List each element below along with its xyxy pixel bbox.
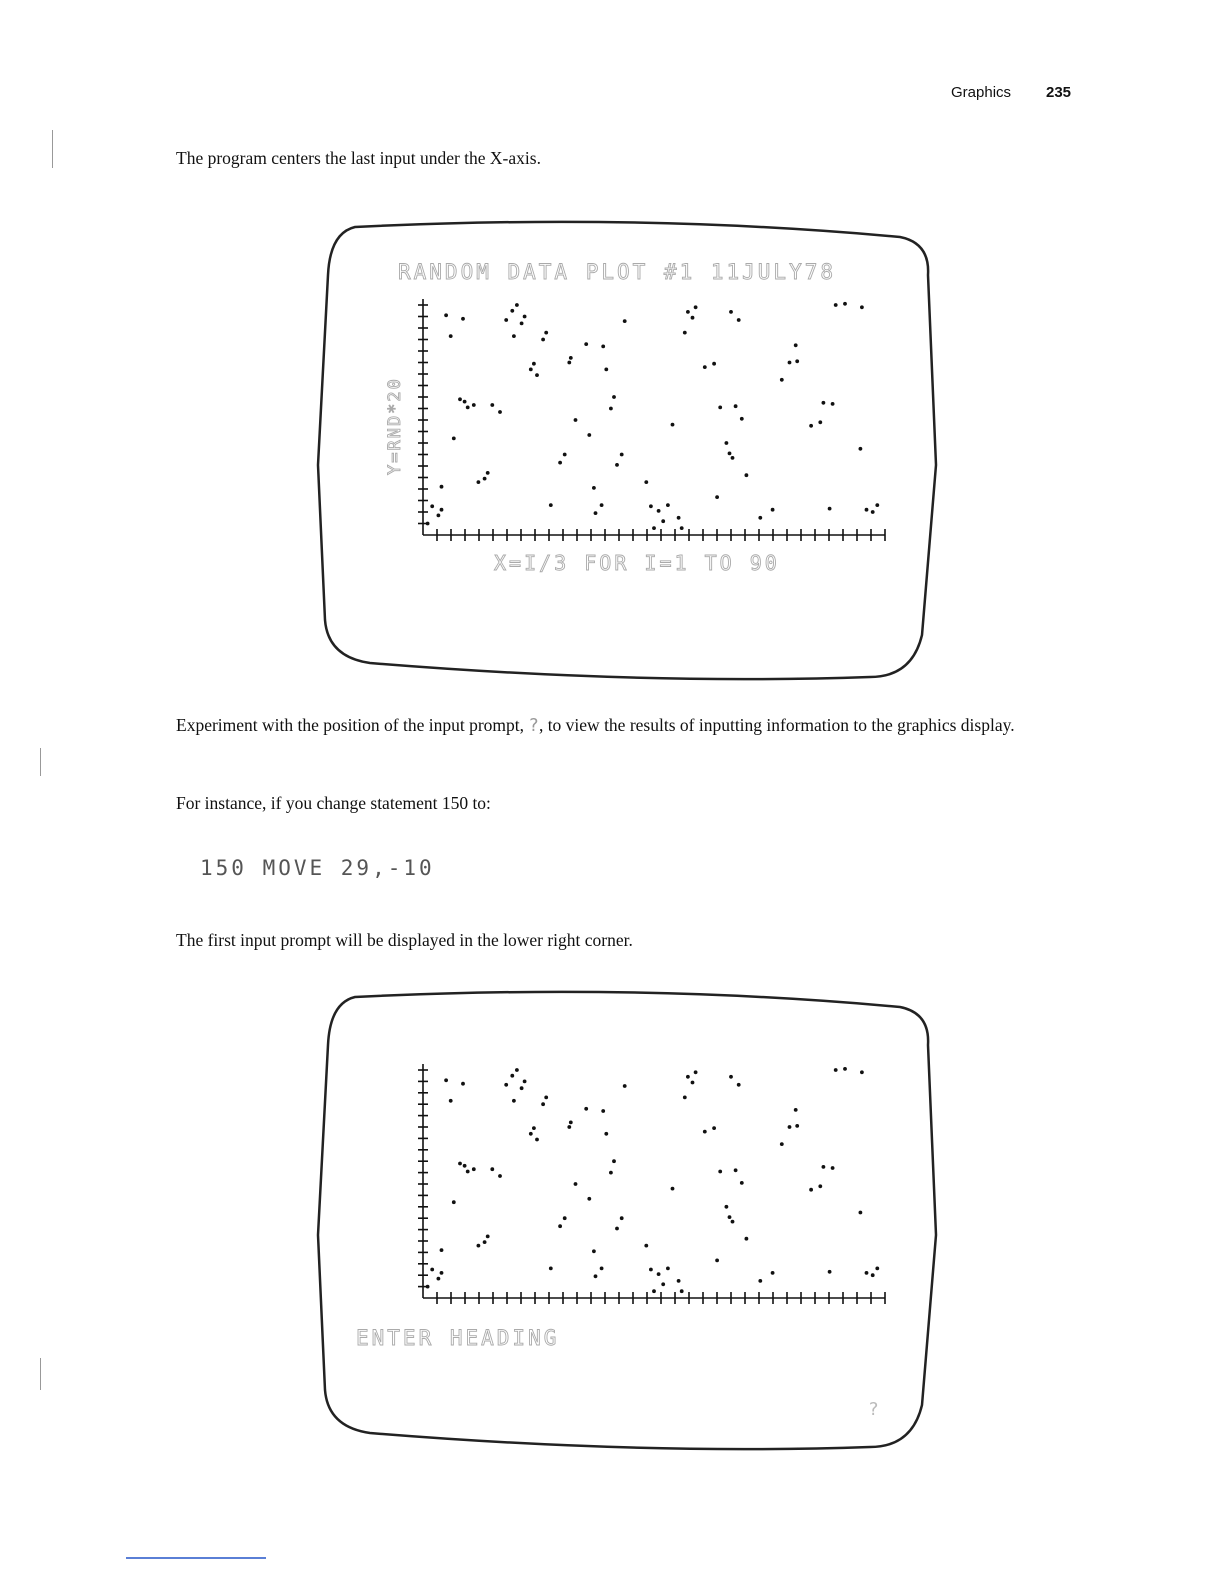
data-point [843,302,847,306]
data-point [859,1211,863,1215]
data-point [652,526,656,530]
data-point [740,417,744,421]
data-point [671,1187,675,1191]
data-point [529,368,533,372]
data-point [831,402,835,406]
data-point [444,1078,448,1082]
data-point [615,1227,619,1231]
data-point [809,1188,813,1192]
data-point [483,477,487,481]
data-point [535,1138,539,1142]
data-point [718,1170,722,1174]
data-point [504,318,508,322]
data-point [567,361,571,365]
data-point [758,1279,762,1283]
data-point [657,509,661,513]
data-point [683,1096,687,1100]
data-point [498,1174,502,1178]
data-point [463,400,467,404]
data-point [466,406,470,410]
data-point [440,508,444,512]
data-point [515,1068,519,1072]
paragraph-intro: The program centers the last input under the X-axis. [176,148,541,168]
data-point [440,1271,444,1275]
data-point [680,1289,684,1293]
scan-mark [40,1358,41,1390]
data-point [458,1162,462,1166]
data-point [587,1197,591,1201]
data-point [541,338,545,342]
data-point [563,453,567,457]
data-point [620,453,624,457]
screen-capture-1 [310,215,950,685]
footer-rule [126,1557,266,1559]
data-point [512,1099,516,1103]
data-point [601,345,605,349]
data-point [661,519,665,523]
data-point [472,1167,476,1171]
data-point [549,1267,553,1271]
crt-bezel [318,222,936,679]
data-point [860,305,864,309]
data-point [694,1070,698,1074]
data-point [683,331,687,335]
data-point [601,1109,605,1113]
data-point [483,1240,487,1244]
data-point [458,397,462,401]
data-point [652,1289,656,1293]
data-point [437,514,441,518]
scatter-plot-2 [418,1064,885,1304]
data-point [795,359,799,363]
data-point [461,317,465,321]
data-point [612,1159,616,1163]
data-point [558,461,562,465]
data-point [569,356,573,360]
data-point [592,1249,596,1253]
data-point [444,313,448,317]
data-point [794,343,798,347]
data-point [788,1125,792,1129]
data-point [544,1096,548,1100]
data-point [871,1273,875,1277]
data-point [822,401,826,405]
data-point [828,507,832,511]
data-point [712,1126,716,1130]
data-point [725,441,729,445]
data-point [452,1200,456,1204]
data-point [523,1080,527,1084]
data-point [567,1125,571,1129]
data-point [771,508,775,512]
data-point [612,395,616,399]
data-point [725,1205,729,1209]
data-point [795,1124,799,1128]
screen-capture-2 [310,985,950,1455]
experiment-text-start: Experiment with the position of the input prompt, [176,715,525,735]
data-point [657,1272,661,1276]
data-point [510,1074,514,1078]
data-point [834,1068,838,1072]
data-point [737,1083,741,1087]
data-point [426,1285,430,1289]
data-point [649,504,653,508]
data-point [620,1216,624,1220]
data-point [771,1271,775,1275]
data-point [686,310,690,314]
experiment-text-end: , to view the results of inputting information to the graphics display. [538,715,1015,735]
data-point [587,433,591,437]
data-point [718,406,722,410]
data-point [734,404,738,408]
data-point [843,1067,847,1071]
data-point [490,1167,494,1171]
data-point [875,503,879,507]
input-prompt: ? [868,1399,879,1420]
data-point [463,1164,467,1168]
data-point [745,473,749,477]
data-point [644,480,648,484]
data-point [574,1182,578,1186]
scan-mark [52,130,53,168]
data-point [677,516,681,520]
data-point [623,319,627,323]
paragraph-lower-right: The first input prompt will be displayed in the lower right corner. [176,930,633,950]
crt-bezel [318,992,936,1449]
prompt-glyph: ? [528,716,539,736]
data-point [828,1270,832,1274]
data-point [486,1235,490,1239]
data-point [729,310,733,314]
data-point [822,1165,826,1169]
data-point [544,331,548,335]
data-point [715,495,719,499]
data-point [498,410,502,414]
data-point [615,463,619,467]
enter-heading-prompt: ENTER HEADING [356,1326,560,1350]
data-point [712,362,716,366]
data-point [440,1248,444,1252]
data-point [728,1215,732,1219]
data-point [661,1282,665,1286]
data-point [780,1142,784,1146]
data-point [609,407,613,411]
plot-title: RANDOM DATA PLOT #1 11JULY78 [398,260,837,284]
data-point [515,303,519,307]
data-point [680,526,684,530]
data-point [780,378,784,382]
data-point [592,486,596,490]
data-point [865,1271,869,1275]
data-point [737,318,741,322]
data-point [860,1070,864,1074]
data-point [728,452,732,456]
data-point [486,471,490,475]
data-point [871,510,875,514]
data-point [703,1130,707,1134]
data-point [666,503,670,507]
data-point [512,334,516,338]
data-point [535,373,539,377]
data-point [520,322,524,326]
data-point [594,1274,598,1278]
data-point [472,403,476,407]
data-point [609,1171,613,1175]
data-point [875,1267,879,1271]
data-point [691,316,695,320]
data-point [666,1267,670,1271]
data-point [745,1237,749,1241]
data-point [703,365,707,369]
data-point [466,1170,470,1174]
code-statement: 150 MOVE 29,-10 [200,856,435,880]
data-point [834,303,838,307]
data-point [734,1168,738,1172]
data-point [731,456,735,460]
data-point [584,1107,588,1111]
data-point [529,1132,533,1136]
data-point [477,480,481,484]
data-point [671,423,675,427]
data-point [584,342,588,346]
data-point [504,1083,508,1087]
running-header-section: Graphics [951,84,1012,101]
data-point [430,504,434,508]
data-point [558,1224,562,1228]
paragraph-experiment [176,710,1076,741]
data-point [477,1244,481,1248]
data-point [437,1277,441,1281]
data-point [510,309,514,313]
data-point [677,1279,681,1283]
data-point [490,403,494,407]
data-point [623,1084,627,1088]
data-point [644,1244,648,1248]
data-point [686,1075,690,1079]
data-point [569,1121,573,1125]
data-point [729,1075,733,1079]
data-point [600,1267,604,1271]
data-point [859,447,863,451]
data-point [541,1102,545,1106]
data-point [426,522,430,526]
data-point [563,1216,567,1220]
data-point [520,1086,524,1090]
data-point [818,420,822,424]
y-axis-label: Y=RND*20 [385,377,405,475]
data-point [731,1220,735,1224]
data-point [740,1181,744,1185]
data-point [594,511,598,515]
data-point [461,1082,465,1086]
data-point [532,1126,536,1130]
data-point [715,1259,719,1263]
scatter-plot-1 [418,299,885,541]
data-point [758,516,762,520]
data-point [788,361,792,365]
data-point [523,315,527,319]
data-point [604,1132,608,1136]
data-point [532,362,536,366]
data-point [440,485,444,489]
data-point [794,1108,798,1112]
data-point [649,1268,653,1272]
data-point [452,437,456,441]
data-point [809,424,813,428]
scan-mark [40,748,41,776]
data-point [430,1268,434,1272]
data-point [691,1081,695,1085]
data-point [694,305,698,309]
data-point [865,508,869,512]
data-point [818,1184,822,1188]
page-number: 235 [1046,84,1072,101]
data-point [574,418,578,422]
data-point [831,1166,835,1170]
data-point [604,368,608,372]
data-point [449,1099,453,1103]
data-point [449,334,453,338]
paragraph-instance: For instance, if you change statement 150 to: [176,793,491,813]
data-point [600,503,604,507]
data-point [549,503,553,507]
x-axis-label: X=I/3 FOR I=1 TO 90 [494,551,780,575]
